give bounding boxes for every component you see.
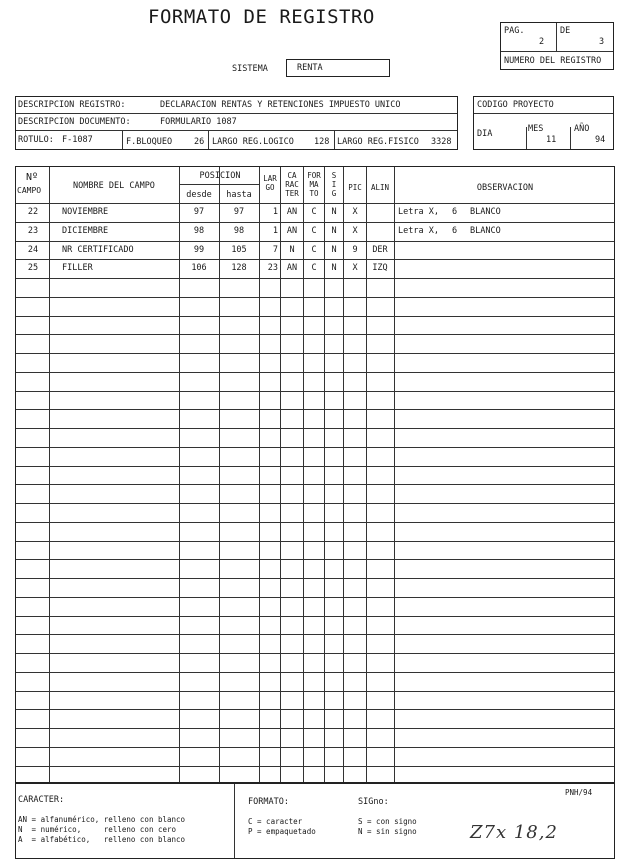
- table-cell-pic: 9: [352, 245, 358, 255]
- th-posicion: POSICION: [199, 171, 241, 181]
- table-row-line: [16, 634, 614, 635]
- table-row-line: [16, 597, 614, 598]
- table-row-line: [16, 391, 614, 392]
- table-cell-nombre: NR CERTIFICADO: [62, 245, 134, 255]
- table-cell-nombre: NOVIEMBRE: [62, 207, 109, 217]
- table-cell-nro: 22: [27, 207, 39, 217]
- table-cell-desde: 98: [193, 226, 205, 236]
- mes-value: 11: [546, 135, 557, 145]
- th-car-1: CA: [287, 171, 297, 180]
- table-row-line: [16, 353, 614, 354]
- signo-line: N = sin signo: [358, 827, 417, 836]
- signo-legend: [358, 817, 417, 837]
- table-cell-desde: 106: [191, 263, 207, 273]
- th-alin: ALIN: [370, 183, 390, 192]
- th-car-2: RAC: [285, 180, 299, 189]
- formato-legend: [248, 817, 316, 837]
- table-cell-largo: 1: [272, 226, 278, 236]
- th-nro: Nº: [25, 172, 39, 183]
- th-sig-2: I: [331, 180, 337, 189]
- codigo-proyecto-block: [473, 96, 614, 150]
- table-cell-hasta: 97: [233, 207, 245, 217]
- th-for-3: TO: [309, 189, 319, 198]
- de-value: 3: [599, 37, 605, 47]
- f-bloqueo-value: 26: [194, 137, 205, 147]
- th-campo: CAMPO: [17, 186, 42, 195]
- table-cell-desde: 97: [193, 207, 205, 217]
- table-cell-hasta: 105: [231, 245, 247, 255]
- table-row-line: [16, 747, 614, 748]
- th-for-2: MA: [309, 180, 319, 189]
- table-cell-largo: 23: [267, 263, 278, 273]
- sistema-label: SISTEMA: [232, 64, 268, 74]
- table-row-line: [16, 447, 614, 448]
- descripcion-registro-value: DECLARACION RENTAS Y RETENCIONES IMPUESTO UNICO: [160, 100, 401, 110]
- page-number-box: [500, 22, 614, 70]
- table-cell-pic: X: [352, 263, 358, 273]
- numero-registro-label: NUMERO DEL REGISTRO: [504, 56, 602, 66]
- table-cell-largo: 1: [272, 207, 278, 217]
- table-row-line: [16, 728, 614, 729]
- th-largo-2: GO: [265, 183, 275, 192]
- table-cell-sig: N: [331, 207, 337, 217]
- table-cell-alin: DER: [372, 245, 388, 255]
- th-pic: PIC: [348, 183, 362, 192]
- page-title: FORMATO DE REGISTRO: [148, 6, 375, 28]
- table-row-line: [16, 503, 614, 504]
- table-row-line: [16, 428, 614, 429]
- ano-label: AÑO: [574, 124, 590, 134]
- th-car-3: TER: [285, 189, 299, 198]
- table-cell-nro: 23: [27, 226, 39, 236]
- caracter-legend: [18, 815, 185, 845]
- table-row-line: [16, 559, 614, 560]
- table-row-line: [16, 672, 614, 673]
- caracter-label: CARACTER:: [18, 795, 65, 805]
- table-row-line: [16, 484, 614, 485]
- largo-logico-label: LARGO REG.LOGICO: [212, 137, 294, 147]
- table-cell-for: C: [311, 226, 317, 236]
- posicion-subheader-line: [179, 184, 259, 185]
- table-cell-alin: IZQ: [372, 263, 388, 273]
- table-cell-hasta: 98: [233, 226, 245, 236]
- table-cell-obs3: BLANCO: [470, 226, 501, 236]
- f-bloqueo-label: F.BLOQUEO: [126, 137, 173, 147]
- table-cell-desde: 99: [193, 245, 205, 255]
- table-cell-sig: N: [331, 245, 337, 255]
- table-cell-obs2: 6: [452, 207, 458, 217]
- formato-label: FORMATO:: [248, 797, 289, 807]
- table-cell-sig: N: [331, 226, 337, 236]
- table-cell-nro: 25: [27, 263, 39, 273]
- th-for-1: FOR: [307, 171, 321, 180]
- table-cell-for: C: [311, 263, 317, 273]
- table-row-line: [16, 522, 614, 523]
- mes-label: MES: [528, 124, 544, 134]
- th-hasta: hasta: [226, 190, 252, 200]
- sistema-value: RENTA: [297, 63, 323, 73]
- table-row-line: [16, 541, 614, 542]
- largo-logico-value: 128: [314, 137, 330, 147]
- th-nombre: NOMBRE DEL CAMPO: [73, 181, 155, 191]
- rotulo-value: F-1087: [62, 135, 93, 145]
- dia-label: DIA: [477, 129, 493, 139]
- table-cell-obs2: 6: [452, 226, 458, 236]
- table-row-line: [16, 241, 614, 242]
- table-row-line: [16, 203, 614, 204]
- table-row-line: [16, 709, 614, 710]
- table-row-line: [16, 409, 614, 410]
- ano-value: 94: [595, 135, 606, 145]
- de-label: DE: [560, 26, 571, 36]
- rotulo-label: ROTULO:: [18, 135, 54, 145]
- largo-fisico-label: LARGO REG.FISICO: [337, 137, 419, 147]
- table-row-line: [16, 372, 614, 373]
- table-row-line: [16, 278, 614, 279]
- th-largo-1: LAR: [263, 174, 277, 183]
- table-row-line: [16, 578, 614, 579]
- table-cell-car: AN: [286, 263, 298, 273]
- signo-label: SIGno:: [358, 797, 389, 807]
- descripcion-registro-label: DESCRIPCION REGISTRO:: [18, 100, 126, 110]
- table-cell-pic: X: [352, 207, 358, 217]
- table-row-line: [16, 334, 614, 335]
- table-cell-nombre: FILLER: [62, 263, 93, 273]
- largo-fisico-value: 3328: [431, 137, 452, 147]
- table-cell-car: AN: [286, 207, 298, 217]
- table-row-line: [16, 653, 614, 654]
- table-row-line: [16, 616, 614, 617]
- table-cell-sig: N: [331, 263, 337, 273]
- descripcion-block: [15, 96, 458, 150]
- table-cell-hasta: 128: [231, 263, 247, 273]
- table-cell-for: C: [311, 245, 317, 255]
- table-row-line: [16, 766, 614, 767]
- formato-line: P = empaquetado: [248, 827, 316, 836]
- table-cell-obs1: Letra X,: [398, 226, 439, 236]
- caracter-line: A = alfabético, relleno con blanco: [18, 835, 186, 844]
- codigo-proyecto-label: CODIGO PROYECTO: [477, 100, 554, 110]
- table-row-line: [16, 316, 614, 317]
- caracter-line: AN = alfanumérico, relleno con blanco: [18, 815, 186, 824]
- table-cell-largo: 7: [272, 245, 278, 255]
- table-cell-obs3: BLANCO: [470, 207, 501, 217]
- th-sig-1: S: [331, 171, 337, 180]
- table-cell-obs1: Letra X,: [398, 207, 439, 217]
- pag-value: 2: [539, 37, 545, 47]
- sistema-field: [286, 59, 390, 77]
- formato-line: C = caracter: [248, 817, 303, 826]
- th-desde: desde: [186, 190, 212, 200]
- form-code: PNH/94: [565, 788, 593, 797]
- descripcion-documento-value: FORMULARIO 1087: [160, 117, 237, 127]
- caracter-line: N = numérico, relleno con cero: [18, 825, 177, 834]
- signo-line: S = con signo: [358, 817, 417, 826]
- table-cell-nro: 24: [27, 245, 39, 255]
- th-observacion: OBSERVACION: [476, 183, 534, 193]
- table-cell-for: C: [311, 207, 317, 217]
- table-row-line: [16, 691, 614, 692]
- descripcion-documento-label: DESCRIPCION DOCUMENTO:: [18, 117, 131, 127]
- table-cell-car: N: [289, 245, 295, 255]
- pag-label: PAG.: [504, 26, 525, 36]
- th-sig-3: G: [331, 189, 337, 198]
- table-row-line: [16, 259, 614, 260]
- table-row-line: [16, 297, 614, 298]
- handwritten-note: Z7x 18,2: [470, 822, 558, 843]
- table-cell-pic: X: [352, 226, 358, 236]
- table-row-line: [16, 466, 614, 467]
- table-cell-car: AN: [286, 226, 298, 236]
- table-cell-nombre: DICIEMBRE: [62, 226, 109, 236]
- table-row-line: [16, 222, 614, 223]
